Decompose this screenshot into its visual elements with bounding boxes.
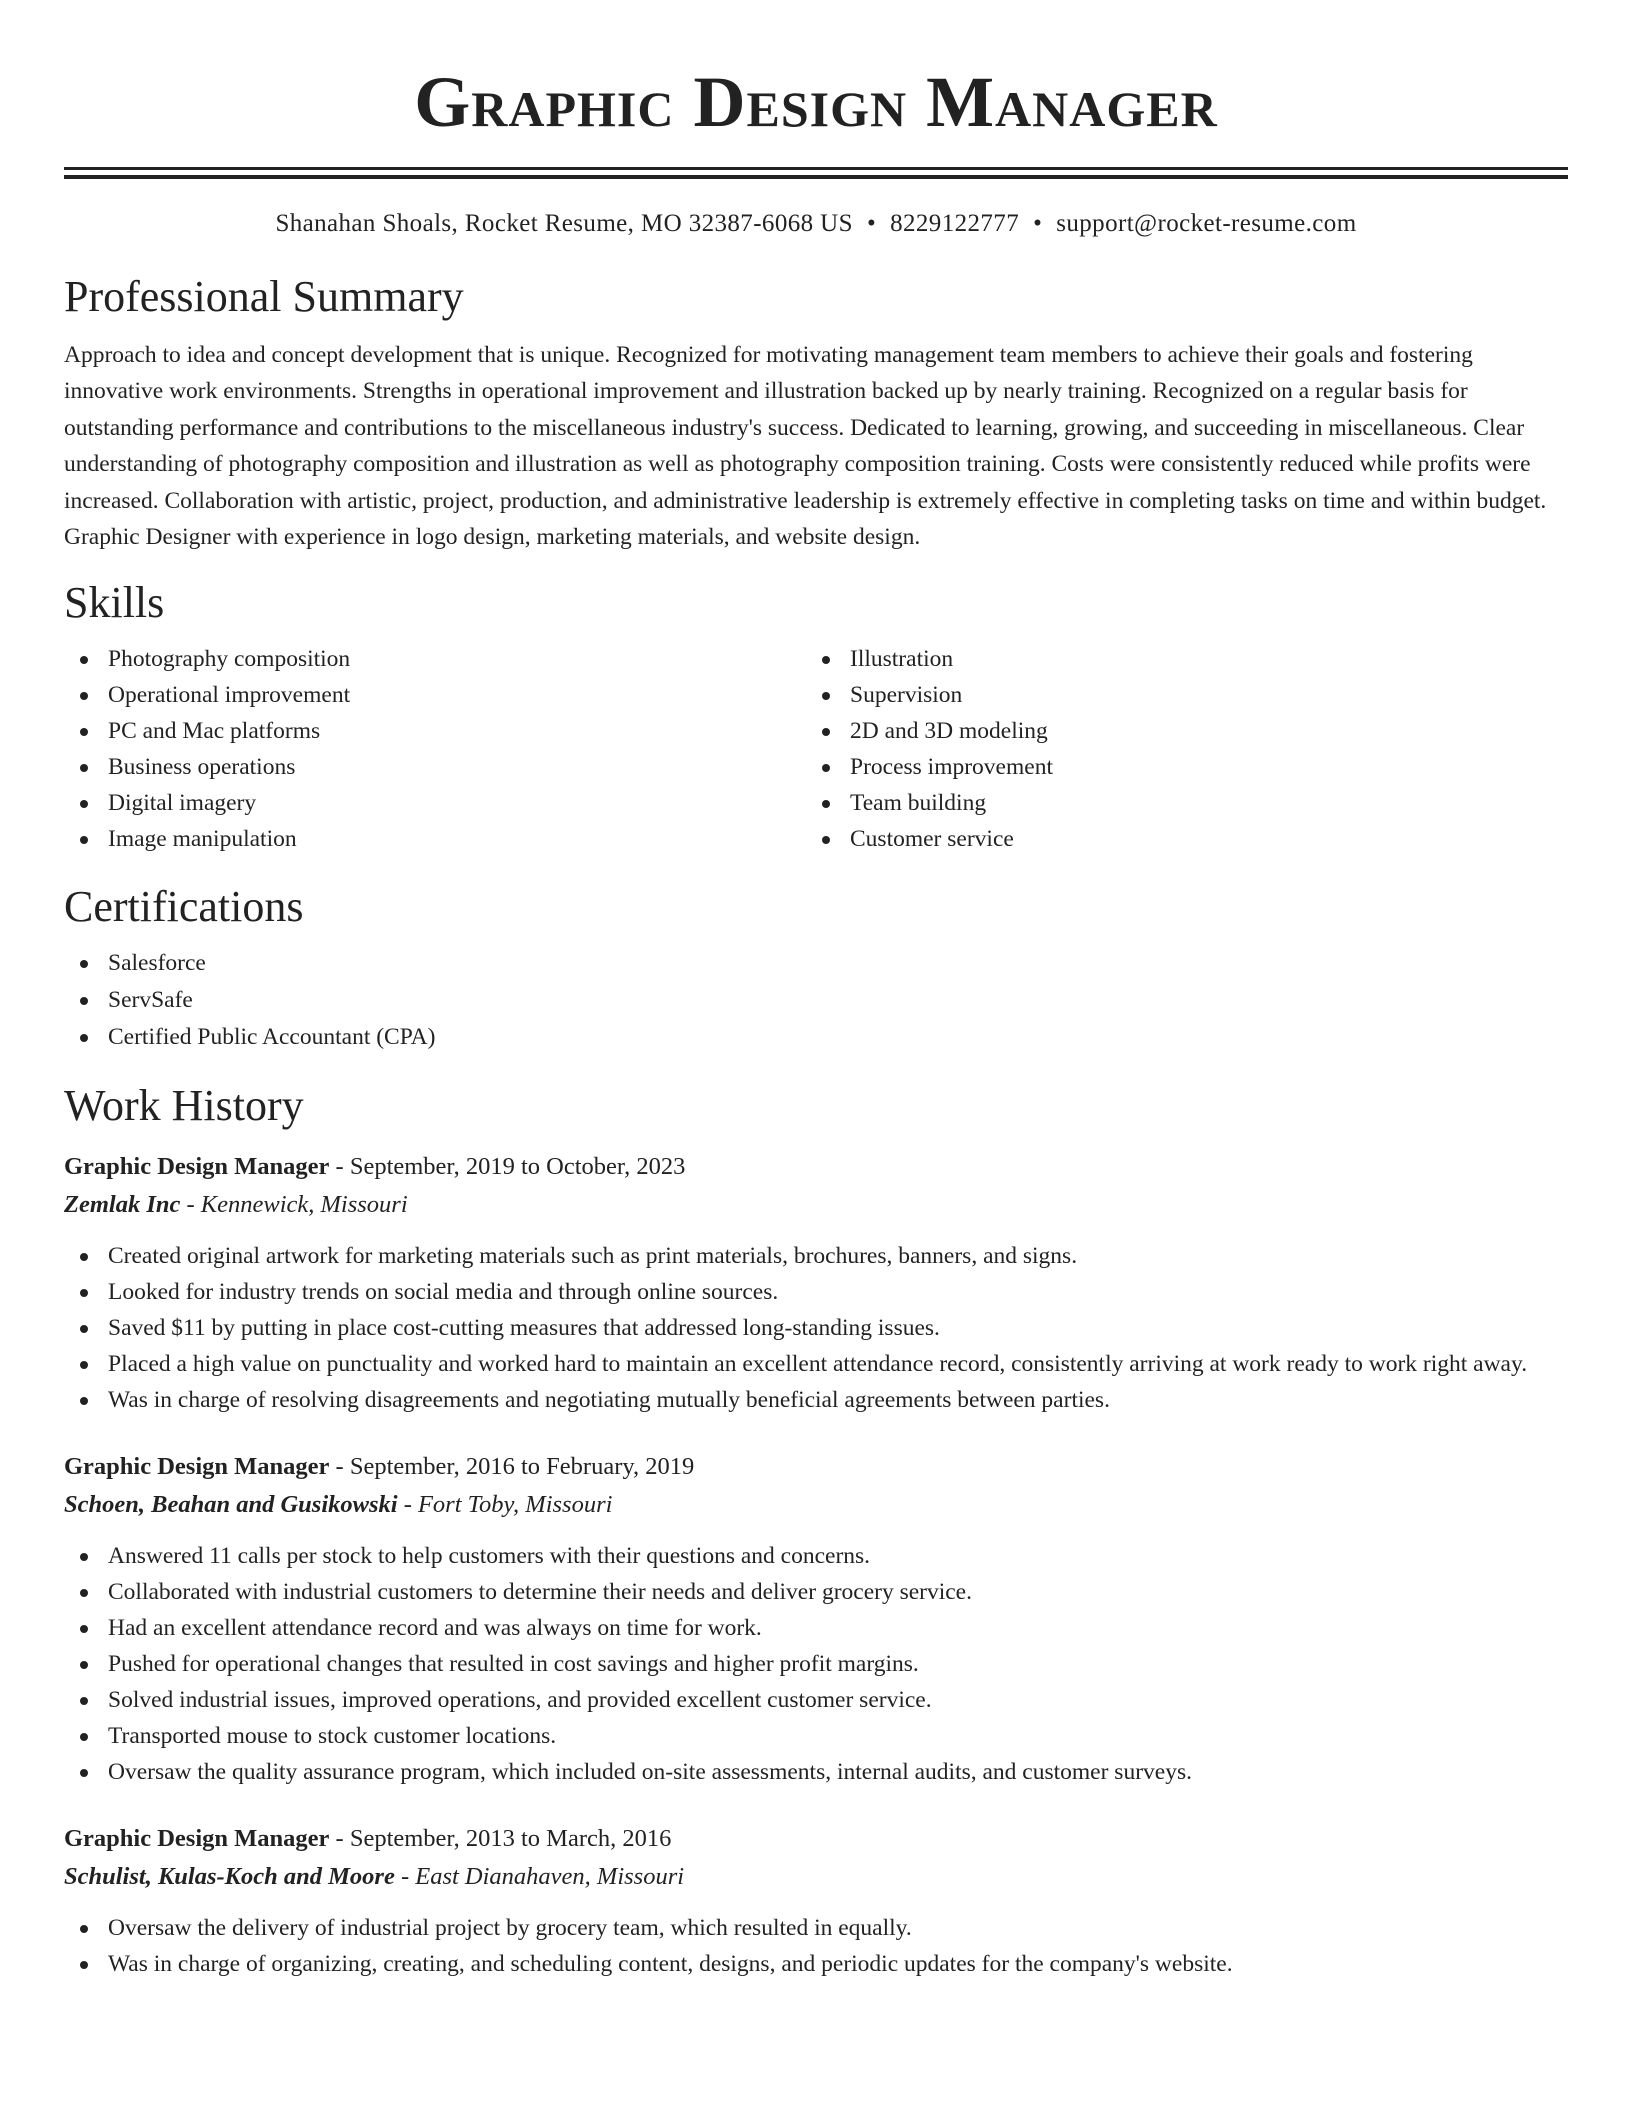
contact-separator: • — [866, 210, 877, 237]
job-duties-list — [64, 1910, 1568, 1982]
job-dates: - September, 2016 to February, 2019 — [329, 1453, 695, 1481]
job-duty: Placed a high value on punctuality and worked hard to maintain an excellent attendance record, consistently arriving at work ready to work right away. — [64, 1346, 1568, 1382]
job-title-line — [64, 1448, 1568, 1486]
skill-item: PC and Mac platforms — [64, 713, 806, 749]
job-location: - East Dianahaven, Missouri — [394, 1863, 685, 1891]
job-duty: Had an excellent attendance record and was always on time for work. — [64, 1610, 1568, 1646]
job-duties-list — [64, 1538, 1568, 1790]
contact-line — [64, 209, 1568, 239]
skill-item: Photography composition — [64, 641, 806, 677]
skill-item: Image manipulation — [64, 821, 806, 857]
skills-section — [64, 577, 1568, 857]
job-duty: Transported mouse to stock customer locations. — [64, 1718, 1568, 1754]
skill-item: 2D and 3D modeling — [806, 713, 1548, 749]
certifications-list — [64, 945, 1568, 1056]
skill-item: Digital imagery — [64, 785, 806, 821]
job-duty: Collaborated with industrial customers to determine their needs and deliver grocery service. — [64, 1574, 1568, 1610]
skill-item: Operational improvement — [64, 677, 806, 713]
job-duty: Solved industrial issues, improved operations, and provided excellent customer service. — [64, 1682, 1568, 1718]
job-company-line — [64, 1858, 1568, 1896]
title-divider-thick — [64, 175, 1568, 179]
job-duty: Was in charge of organizing, creating, and scheduling content, designs, and periodic updates for the company's website. — [64, 1946, 1568, 1982]
work-history-section — [64, 1080, 1568, 1982]
job-company: Zemlak Inc — [64, 1191, 181, 1219]
job-company: Schoen, Beahan and Gusikowski — [64, 1491, 398, 1519]
job-company-line — [64, 1486, 1568, 1524]
job-duty: Oversaw the delivery of industrial project by grocery team, which resulted in equally. — [64, 1910, 1568, 1946]
job-title-line — [64, 1148, 1568, 1186]
contact-email: support@rocket-resume.com — [1056, 210, 1357, 237]
job-entry — [64, 1820, 1568, 1982]
job-duties-list — [64, 1238, 1568, 1418]
job-company-line — [64, 1186, 1568, 1224]
contact-separator: • — [1033, 210, 1043, 237]
certifications-section — [64, 881, 1568, 1056]
summary-text: Approach to idea and concept development that is unique. Recognized for motivating management team members to achieve their goals and fostering innovative work environments. Strengths in operational improvement and illustration backed up by nearly training. Recognized on a regular basis for outstanding performance and contributions to the miscellaneous industry's success. Dedicated to learning, growing, and succeeding in miscellaneous. Clear understanding of photography composition and illustration as well as photography composition training. Costs were consistently reduced while profits were increased. Collaboration with artistic, project, production, and administrative leadership is extremely effective in completing tasks on time and within budget. Graphic Designer with experience in logo design, marketing materials, and website design. — [64, 342, 1547, 551]
certification-item: Salesforce — [64, 945, 1568, 982]
job-duty: Oversaw the quality assurance program, which included on-site assessments, internal audits, and customer surveys. — [64, 1754, 1568, 1790]
summary-section — [64, 271, 1568, 555]
job-duty: Was in charge of resolving disagreements and negotiating mutually beneficial agreements between parties. — [64, 1382, 1568, 1418]
contact-address: Shanahan Shoals, Rocket Resume, MO 32387-6068 US — [275, 210, 853, 237]
skill-item: Supervision — [806, 677, 1548, 713]
skills-right-list — [806, 641, 1548, 857]
title-divider-thin — [64, 167, 1568, 170]
skills-grid — [64, 641, 1568, 857]
contact-phone: 8229122777 — [890, 210, 1020, 237]
skill-item: Customer service — [806, 821, 1548, 857]
resume-page — [64, 0, 1568, 1982]
job-title-line — [64, 1820, 1568, 1858]
work-history-heading: Work History — [64, 1081, 304, 1131]
job-entry — [64, 1448, 1568, 1790]
job-dates: - September, 2019 to October, 2023 — [329, 1153, 686, 1181]
skills-heading: Skills — [64, 578, 165, 628]
certifications-heading: Certifications — [64, 882, 304, 932]
job-location: - Kennewick, Missouri — [180, 1191, 408, 1219]
job-location: - Fort Toby, Missouri — [397, 1491, 613, 1519]
job-dates: - September, 2013 to March, 2016 — [329, 1825, 672, 1853]
job-duty: Answered 11 calls per stock to help customers with their questions and concerns. — [64, 1538, 1568, 1574]
job-entry — [64, 1148, 1568, 1418]
resume-title: Graphic Design Manager — [414, 62, 1218, 142]
certification-item: Certified Public Accountant (CPA) — [64, 1019, 1568, 1056]
skill-item: Illustration — [806, 641, 1548, 677]
certification-item: ServSafe — [64, 982, 1568, 1019]
job-duty: Created original artwork for marketing materials such as print materials, brochures, banners, and signs. — [64, 1238, 1568, 1274]
skill-item: Team building — [806, 785, 1548, 821]
job-title: Graphic Design Manager — [64, 1825, 330, 1853]
summary-heading: Professional Summary — [64, 272, 464, 321]
skill-item: Business operations — [64, 749, 806, 785]
skills-left-list — [64, 641, 806, 857]
job-duty: Saved $11 by putting in place cost-cutting measures that addressed long-standing issues. — [64, 1310, 1568, 1346]
job-duty: Looked for industry trends on social media and through online sources. — [64, 1274, 1568, 1310]
skill-item: Process improvement — [806, 749, 1548, 785]
job-title: Graphic Design Manager — [64, 1453, 330, 1481]
job-title: Graphic Design Manager — [64, 1153, 330, 1181]
job-company: Schulist, Kulas-Koch and Moore — [64, 1863, 395, 1891]
job-duty: Pushed for operational changes that resulted in cost savings and higher profit margins. — [64, 1646, 1568, 1682]
